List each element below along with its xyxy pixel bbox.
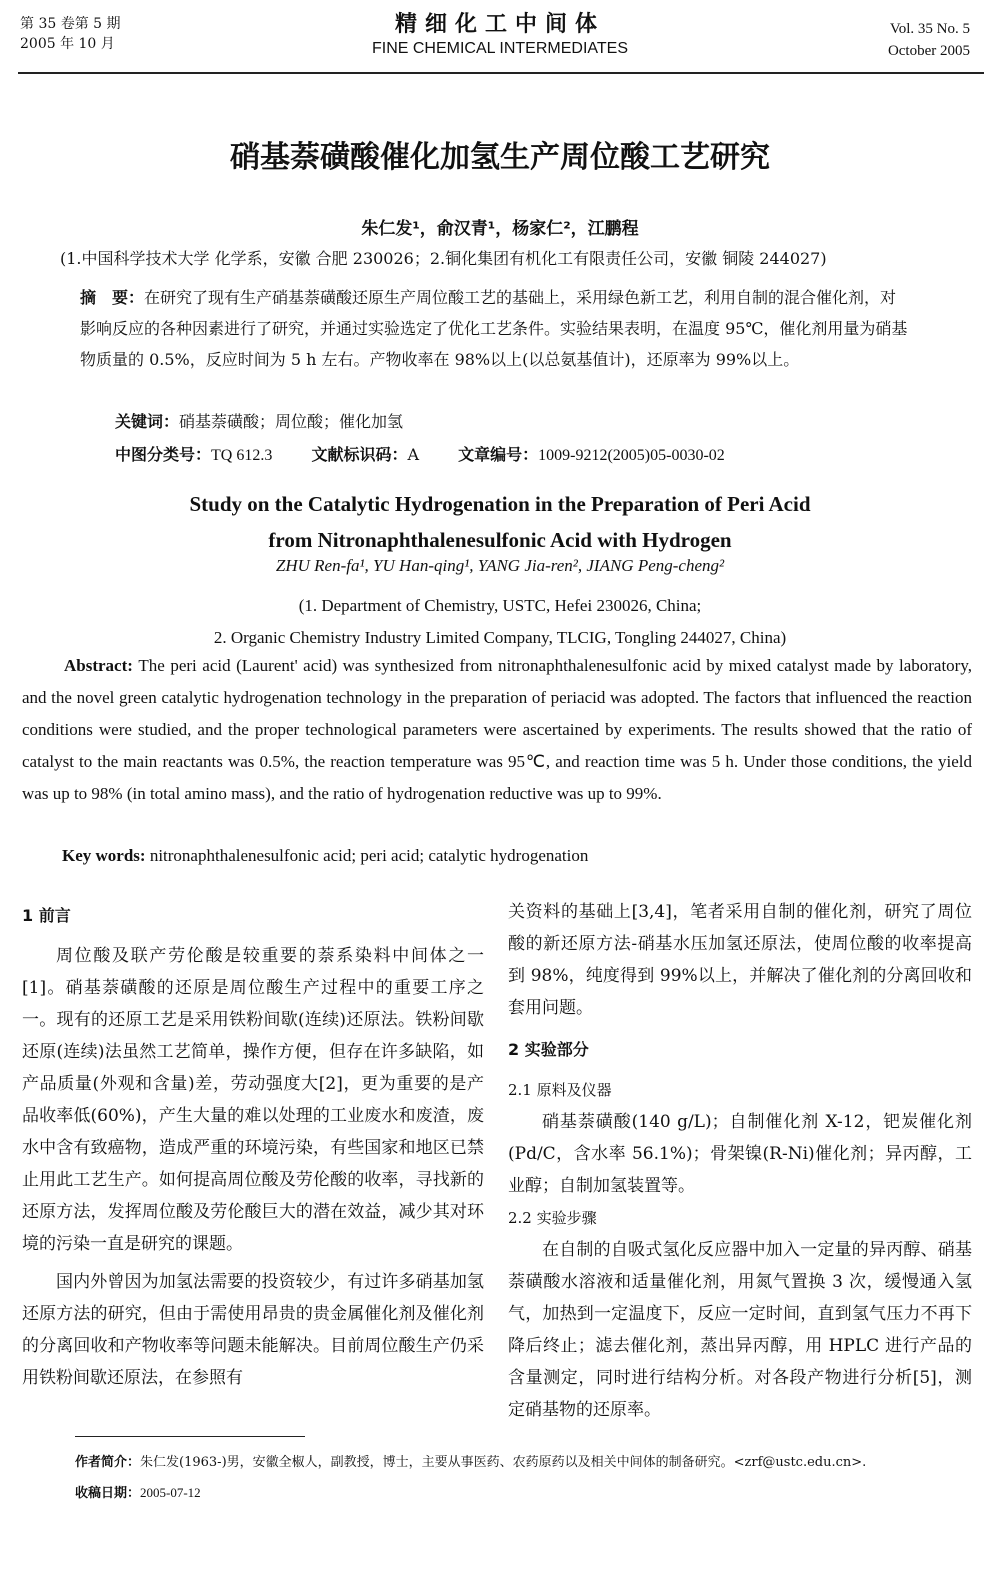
doc-code-label: 文献标识码：: [311, 445, 408, 464]
journal-name-en: FINE CHEMICAL INTERMEDIATES: [371, 40, 629, 57]
abstract-cn-label: 摘 要：: [80, 288, 145, 307]
keywords-en: [62, 846, 588, 866]
date-en: October 2005: [887, 43, 970, 59]
footnote-rule: [75, 1436, 305, 1437]
keywords-cn-text: 硝基萘磺酸；周位酸；催化加氢: [179, 412, 404, 431]
issue-info-en: [888, 18, 970, 62]
abstract-en: [22, 650, 972, 810]
keywords-cn: [115, 409, 403, 432]
paragraph: 硝基萘磺酸(140 g/L)；自制催化剂 X-12，钯炭催化剂(Pd/C，含水率 56.1%)；骨架镍(R-Ni)催化剂；异丙醇，工业醇；自制加氢装置等。: [508, 1112, 972, 1196]
subsection-heading-materials: 2.1 原料及仪器: [508, 1081, 612, 1099]
body-column-left: [22, 896, 484, 1394]
abstract-en-label: Abstract:: [64, 656, 133, 675]
paragraph: 在自制的自吸式氢化反应器中加入一定量的异丙醇、硝基萘磺酸水溶液和适量催化剂，用氮气置换 3 次，缓慢通入氢气，加热到一定温度下，反应一定时间，直到氢气压力不再下降后终止；滤去催化剂，蒸出异丙醇，用 HPLC 进行产品的含量测定，同时进行结构分析。对各段产物进行分析[5]，测定硝基物的还原率。: [508, 1240, 972, 1420]
classification-line: [115, 442, 975, 465]
doc-code-value: A: [407, 445, 420, 464]
article-no-label: 文章编号：: [458, 445, 539, 464]
subsection-heading-procedure: 2.2 实验步骤: [508, 1209, 597, 1227]
title-en-line1: Study on the Catalytic Hydrogenation in the Preparation of Peri Acid: [189, 492, 811, 516]
affiliation-en-2: 2. Organic Chemistry Industry Limited Company, TLCIG, Tongling 244027, China): [213, 628, 787, 647]
header-rule: [18, 72, 984, 74]
abstract-cn: [80, 282, 910, 375]
paragraph: 关资料的基础上[3,4]，笔者采用自制的催化剂，研究了周位酸的新还原方法-硝基水压加氢还原法，使周位酸的收率提高到 98%，纯度得到 99%以上，并解决了催化剂的分离回收和套用问题。: [508, 902, 972, 1018]
journal-name-cn: 精细化工中间体: [394, 11, 605, 37]
affiliation-en: [0, 590, 1000, 654]
volume-en: Vol. 35 No. 5: [889, 21, 970, 37]
title-en-line2: from Nitronaphthalenesulfonic Acid with Hydrogen: [268, 528, 732, 552]
authors-en: ZHU Ren-fa¹, YU Han-qing¹, YANG Jia-ren², JIANG Peng-cheng²: [275, 556, 725, 575]
author-bio-text: 朱仁发(1963-)男，安徽全椒人，副教授，博士，主要从事医药、农药原药以及相关中间体的制备研究。<zrf@ustc.edu.cn>.: [140, 1455, 867, 1470]
clc-label: 中图分类号：: [115, 445, 212, 464]
keywords-en-text: nitronaphthalenesulfonic acid; peri acid; catalytic hydrogenation: [149, 846, 589, 865]
abstract-en-text: The peri acid (Laurent' acid) was synthesized from nitronaphthalenesulfonic acid by mixed catalyst made by laboratory, and the novel green catalytic hydrogenation technology in the preparation of periacid was adopted. The factors that influenced the reaction conditions were studied, and the proper technological parameters were ascertained by experiments. The results showed that the ratio of catalyst to the main reactants was 0.5%, the reaction temperature was 95℃, and reaction time was 5 h. Under those conditions, the yield was up to 98% (in total amino mass), and the ratio of hydrogenation reductive was up to 99%.: [22, 656, 972, 803]
keywords-cn-label: 关键词：: [115, 412, 180, 431]
clc-value: TQ 612.3: [211, 447, 273, 464]
received-date: 2005-07-12: [140, 1485, 201, 1500]
paragraph: 周位酸及联产劳伦酸是较重要的萘系染料中间体之一[1]。硝基萘磺酸的还原是周位酸生产过程中的重要工序之一。现有的还原工艺是采用铁粉间歇(连续)还原法。铁粉间歇还原(连续)法虽然工艺简单，操作方便，但存在许多缺陷，如产品质量(外观和含量)差，劳动强度大[2]，更为重要的是产品收率低(60%)，产生大量的难以处理的工业废水和废渣，废水中含有致癌物，造成严重的环境污染，有些国家和地区已禁止用此工艺生产。如何提高周位酸及劳伦酸的收率，寻找新的还原方法，发挥周位酸及劳伦酸巨大的潜在效益，减少其对环境的污染一直是研究的课题。: [22, 946, 484, 1254]
keywords-en-label: Key words:: [62, 846, 146, 865]
section-heading-experimental: 2 实验部分: [508, 1040, 589, 1059]
journal-masthead: [0, 10, 1000, 60]
issue-volume: 第 35 卷第 5 期: [20, 16, 121, 32]
title-en: [0, 486, 1000, 558]
footnote: [75, 1448, 975, 1509]
article-no-value: 1009-9212(2005)05-0030-02: [538, 447, 725, 464]
paragraph: 国内外曾因为加氢法需要的投资较少，有过许多硝基加氢还原方法的研究，但由于需使用昂贵的贵金属催化剂及催化剂的分离回收和产物收率等问题未能解决。目前周位酸生产仍采用铁粉间歇还原法，在参照有: [22, 1272, 484, 1388]
abstract-cn-text: 在研究了现有生产硝基萘磺酸还原生产周位酸工艺的基础上，采用绿色新工艺，利用自制的混合催化剂，对影响反应的各种因素进行了研究，并通过实验选定了优化工艺条件。实验结果表明，在温度 95℃，催化剂用量为硝基物质量的 0.5%，反应时间为 5 h 左右。产物收率在 98%以上(以总氨基值计)，还原率为 99%以上。: [80, 288, 908, 369]
affiliation-en-1: (1. Department of Chemistry, USTC, Hefei 230026, China;: [298, 596, 702, 615]
section-heading-intro: 1 前言: [22, 906, 71, 925]
authors-cn: 朱仁发¹，俞汉青¹，杨家仁²，江鹏程: [361, 219, 639, 239]
affiliation-cn: (1.中国科学技术大学 化学系，安徽 合肥 230026；2.铜化集团有机化工有限责任公司，安徽 铜陵 244027): [60, 249, 827, 268]
received-label: 收稿日期：: [75, 1486, 141, 1501]
author-bio-label: 作者简介：: [75, 1455, 141, 1470]
issue-date: 2005 年 10 月: [20, 36, 115, 52]
page-title: 硝基萘磺酸催化加氢生产周位酸工艺研究: [230, 140, 770, 175]
body-column-right: [508, 896, 972, 1426]
